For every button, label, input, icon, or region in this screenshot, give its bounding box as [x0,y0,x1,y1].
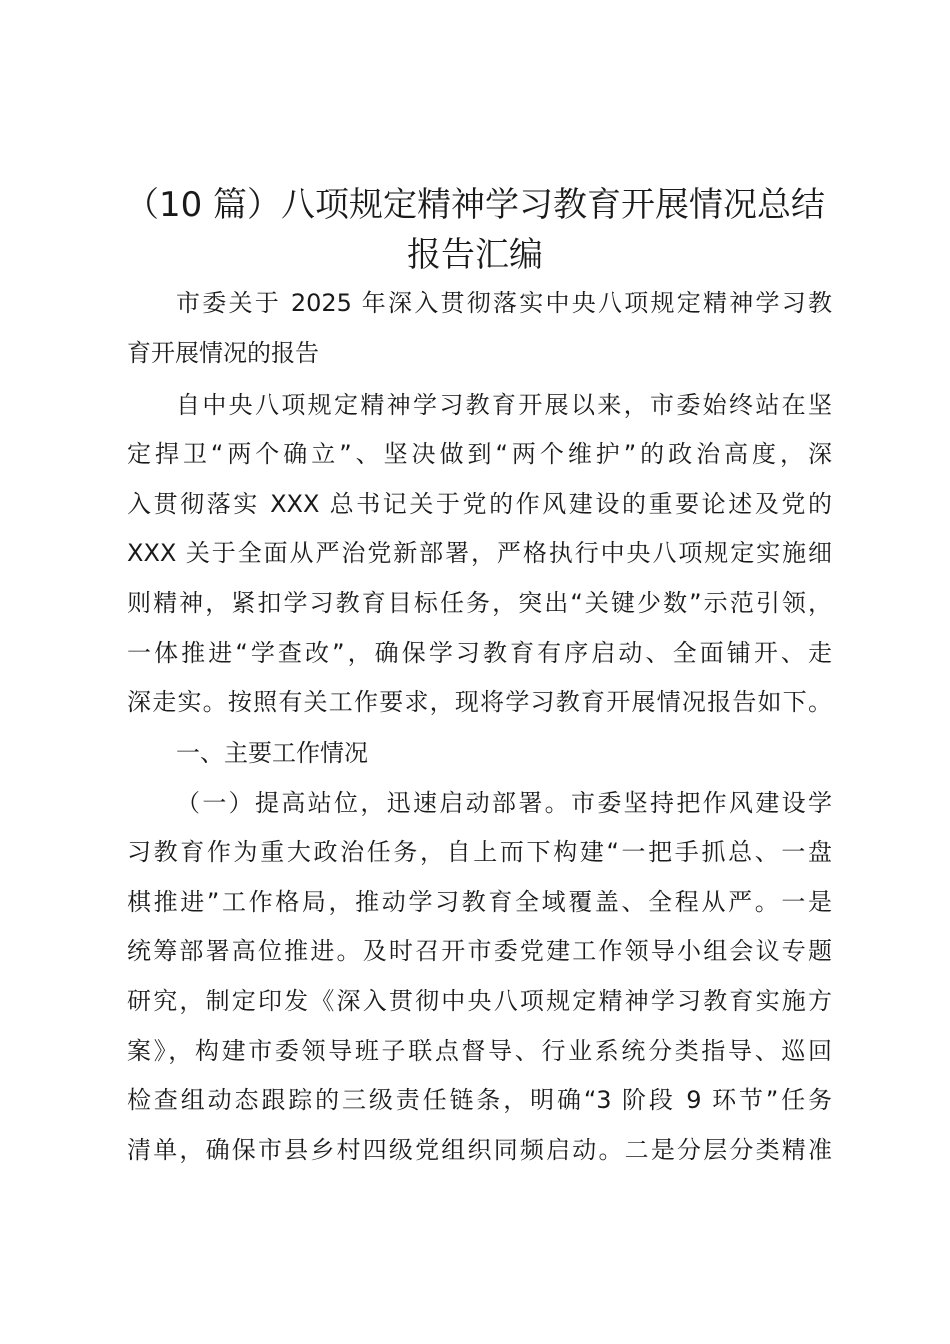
body-line-10: 棋推进”工作格局，推动学习教育全域覆盖、全程从严。一是 [127,888,832,916]
subtitle-line-2: 育开展情况的报告 [127,339,319,367]
body-line-12: 研究，制定印发《深入贯彻中央八项规定精神学习教育实施方 [127,987,832,1015]
document-title-line-1: （10 篇）八项规定精神学习教育开展情况总结 [124,185,826,225]
body-line-2: 定捍卫“两个确立”、坚决做到“两个维护”的政治高度，深 [127,440,832,468]
body-line-15: 清单，确保市县乡村四级党组织同频启动。二是分层分类精准 [127,1136,832,1164]
body-line-13: 案》，构建市委领导班子联点督导、行业系统分类指导、巡回 [127,1037,832,1065]
body-line-7: 深走实。按照有关工作要求，现将学习教育开展情况报告如下。 [127,688,832,716]
body-line-9: 习教育作为重大政治任务，自上而下构建“一把手抓总、一盘 [127,838,832,866]
body-line-5: 则精神，紧扣学习教育目标任务，突出“关键少数”示范引领， [127,589,832,617]
subtitle-line-1: 市委关于 2025 年深入贯彻落实中央八项规定精神学习教 [176,289,832,317]
document-title-line-2: 报告汇编 [407,235,543,275]
section-heading: 一、主要工作情况 [176,739,368,767]
body-line-8: （一）提高站位，迅速启动部署。市委坚持把作风建设学 [176,789,832,817]
body-line-3: 入贯彻落实 XXX 总书记关于党的作风建设的重要论述及党的 [127,490,832,518]
body-line-14: 检查组动态跟踪的三级责任链条，明确“3 阶段 9 环节”任务 [127,1086,832,1114]
body-line-1: 自中央八项规定精神学习教育开展以来，市委始终站在坚 [176,391,832,419]
body-line-11: 统筹部署高位推进。及时召开市委党建工作领导小组会议专题 [127,937,832,965]
body-line-4: XXX 关于全面从严治党新部署，严格执行中央八项规定实施细 [127,539,832,567]
body-line-6: 一体推进“学查改”，确保学习教育有序启动、全面铺开、走 [127,639,832,667]
